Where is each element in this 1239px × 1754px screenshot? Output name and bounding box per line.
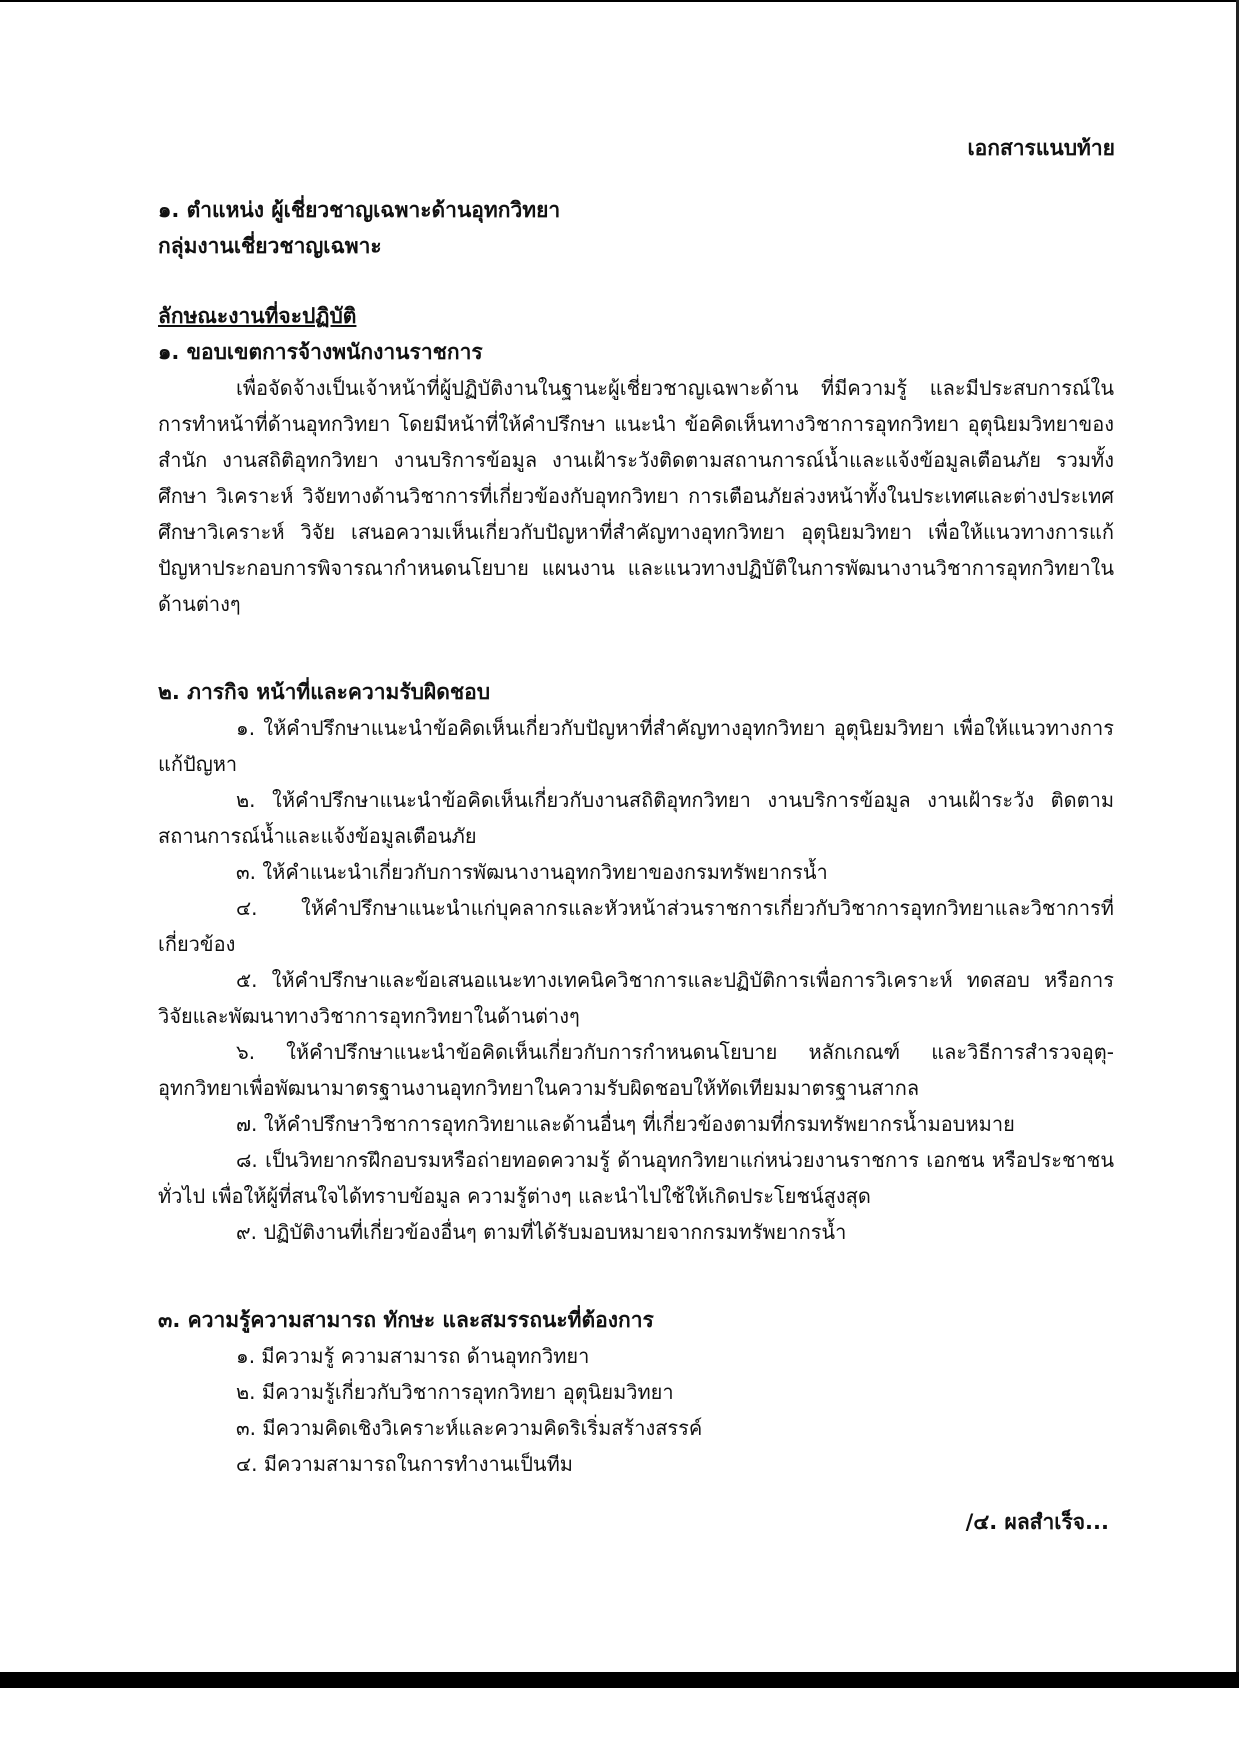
scope-body: เพื่อจัดจ้างเป็นเจ้าหน้าที่ผู้ปฏิบัติงานในฐานะผู้เชี่ยวชาญเฉพาะด้าน ที่มีความรู้ และมีประสบการณ์ในการทำหน้าที่ด้านอุทกวิทยา โดยมีหน้าที่ให้คำปรึกษา แนะนำ ข้อคิดเห็นทางวิชาการอุทกวิทยา อุตุนิยมวิทยาของสำนัก งานสถิติอุทกวิทยา งานบริการข้อมูล งานเฝ้าระวังติดตามสถานการณ์น้ำและแจ้งข้อมูลเตือนภัย รวมทั้งศึกษา วิเคราะห์ วิจัยทางด้านวิชาการที่เกี่ยวข้องกับอุทกวิทยา การเตือนภัยล่วงหน้าทั้งในประเทศและต่างประเทศ ศึกษาวิเคราะห์ วิจัย เสนอความเห็นเกี่ยวกับปัญหาที่สำคัญทางอุทกวิทยา อุตุนิยมวิทยา เพื่อให้แนวทางการแก้ปัญหาประกอบการพิจารณากำหนดนโยบาย แผนงาน และแนวทางปฏิบัติในการพัฒนางานวิชาการอุทกวิทยาในด้านต่างๆ xyxy=(158,376,1114,616)
competency-item: ๔. มีความสามารถในการทำงานเป็นทีม xyxy=(236,1452,573,1476)
appendix-label: เอกสารแนบท้าย xyxy=(967,136,1115,160)
duty-item: ๘. เป็นวิทยากรฝึกอบรมหรือถ่ายทอดความรู้ ด้านอุทกวิทยาแก่หน่วยงานราชการ เอกชน หรือประชาชนทั่วไป เพื่อให้ผู้ที่สนใจได้ทราบข้อมูล ความรู้ต่างๆ และนำไปใช้ให้เกิดประโยชน์สูงสุด xyxy=(158,1148,1114,1208)
duty-item: ๙. ปฏิบัติงานที่เกี่ยวข้องอื่นๆ ตามที่ได้รับมอบหมายจากกรมทรัพยากรน้ำ xyxy=(236,1220,847,1244)
continuation-note: /๔. ผลสำเร็จ... xyxy=(965,1510,1109,1534)
duty-item: ๓. ให้คำแนะนำเกี่ยวกับการพัฒนางานอุทกวิทยาของกรมทรัพยากรน้ำ xyxy=(236,860,828,884)
duty-item: ๒. ให้คำปรึกษาแนะนำข้อคิดเห็นเกี่ยวกับงานสถิติอุทกวิทยา งานบริการข้อมูล งานเฝ้าระวัง ติดตามสถานการณ์น้ำและแจ้งข้อมูลเตือนภัย xyxy=(158,788,1114,848)
competency-item: ๒. มีความรู้เกี่ยวกับวิชาการอุทกวิทยา อุตุนิยมวิทยา xyxy=(236,1380,674,1404)
competency-item: ๑. มีความรู้ ความสามารถ ด้านอุทกวิทยา xyxy=(236,1344,590,1368)
scope-heading: ๑. ขอบเขตการจ้างพนักงานราชการ xyxy=(158,340,483,364)
duty-item: ๖. ให้คำปรึกษาแนะนำข้อคิดเห็นเกี่ยวกับการกำหนดนโยบาย หลักเกณฑ์ และวิธีการสำรวจอุตุ-อุทกวิทยาเพื่อพัฒนามาตรฐานงานอุทกวิทยาในความรับผิดชอบให้ทัดเทียมมาตรฐานสากล xyxy=(158,1040,1114,1100)
duty-item: ๑. ให้คำปรึกษาแนะนำข้อคิดเห็นเกี่ยวกับปัญหาที่สำคัญทางอุทกวิทยา อุตุนิยมวิทยา เพื่อให้แนวทางการแก้ปัญหา xyxy=(158,716,1114,776)
competencies-list xyxy=(158,1338,1114,1482)
competency-item: ๓. มีความคิดเชิงวิเคราะห์และความคิดริเริ่มสร้างสรรค์ xyxy=(236,1416,703,1440)
duty-item: ๗. ให้คำปรึกษาวิชาการอุทกวิทยาและด้านอื่นๆ ที่เกี่ยวข้องตามที่กรมทรัพยากรน้ำมอบหมาย xyxy=(236,1112,1015,1136)
duties-heading: ๒. ภารกิจ หน้าที่และความรับผิดชอบ xyxy=(158,680,491,704)
scan-bottom-bar xyxy=(0,1672,1239,1688)
job-nature-heading: ลักษณะงานที่จะปฏิบัติ xyxy=(158,304,357,328)
position-group: กลุ่มงานเชี่ยวชาญเฉพาะ xyxy=(158,234,382,258)
duty-item: ๕. ให้คำปรึกษาและข้อเสนอแนะทางเทคนิควิชาการและปฏิบัติการเพื่อการวิเคราะห์ ทดสอบ หรือการวิจัยและพัฒนาทางวิชาการอุทกวิทยาในด้านต่างๆ xyxy=(158,968,1114,1028)
scan-top-edge xyxy=(0,0,1239,2)
duty-item: ๔. ให้คำปรึกษาแนะนำแก่บุคลากรและหัวหน้าส่วนราชการเกี่ยวกับวิชาการอุทกวิทยาและวิชาการที่เกี่ยวข้อง xyxy=(158,896,1114,956)
document-body xyxy=(158,130,1114,1482)
competencies-heading: ๓. ความรู้ความสามารถ ทักษะ และสมรรถนะที่ต้องการ xyxy=(158,1308,654,1332)
position-title: ๑. ตำแหน่ง ผู้เชี่ยวชาญเฉพาะด้านอุทกวิทยา xyxy=(158,198,561,222)
duties-list xyxy=(158,710,1114,1250)
